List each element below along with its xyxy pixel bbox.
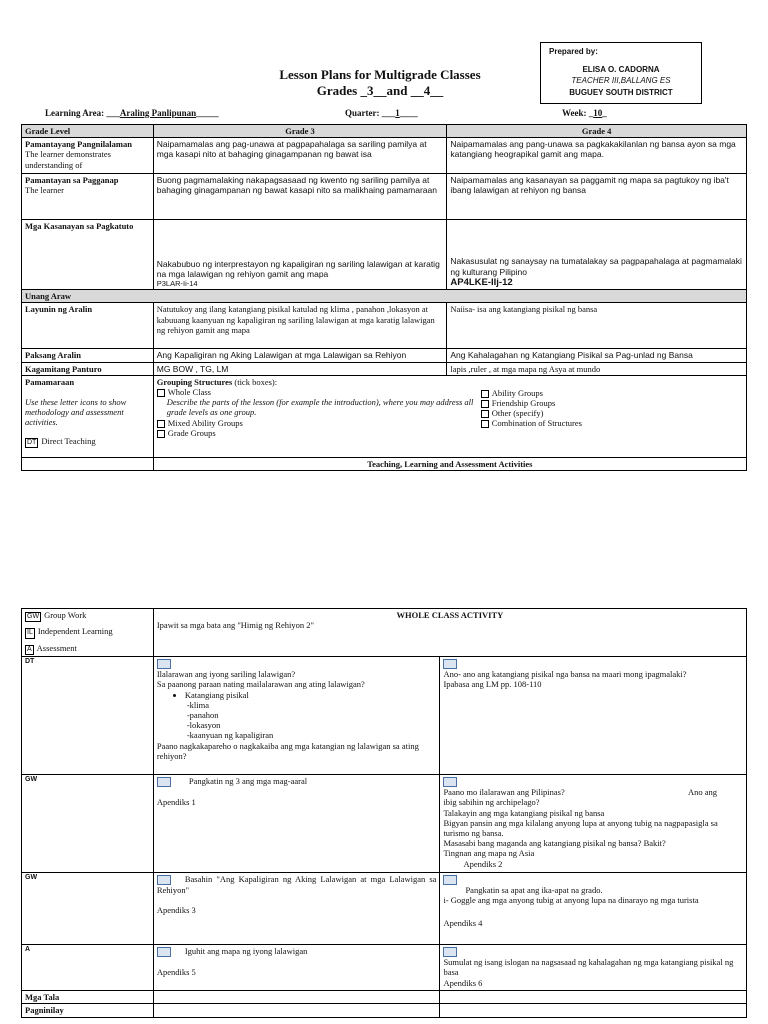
activity-row-gw-1 xyxy=(22,775,747,873)
option-ability-groups[interactable]: Ability Groups xyxy=(481,388,582,398)
performance-standard-g4: Naipamamalas ang kasanayan sa paggamit ng mapa sa pagtukoy ng iba't ibang lalawigan at rehiyon ng bansa xyxy=(447,174,747,220)
row3-g3: Basahin "Ang Kapaligiran ng Aking Lalawigan at mga Lalawigan sa Rehiyon" Apendiks 3 xyxy=(153,873,440,945)
performance-standard-row xyxy=(22,174,747,220)
subject-g3: Ang Kapaligiran ng Aking Lalawigan at mga Lalawigan sa Rehiyon xyxy=(153,349,447,362)
option-whole-class[interactable]: Whole Class xyxy=(157,387,475,397)
icon-box xyxy=(443,659,457,669)
competencies-row xyxy=(22,220,747,290)
icon-box xyxy=(443,777,457,787)
row1-g3: Ilalarawan ang iyong sariling lalawigan? Sa paanong paraan nating mailalarawan ang ating lalawigan? • Katangiang pisikal -klima -panahon -lokasyon -kaanyuan ng kapaligiran Paano nagkakapareho o nagkakaiba ang mga katangian ng lalawigan sa ating rehiyon? xyxy=(153,657,440,775)
learning-area: Learning Area: ___Araling Panlipunan_____ xyxy=(45,108,219,118)
prepared-position: TEACHER III,BALLANG ES xyxy=(571,76,671,85)
notes-g3[interactable] xyxy=(153,991,440,1004)
activities-header-row xyxy=(22,457,747,470)
il-icon: IL xyxy=(25,628,35,638)
content-standard-g3: Naipamamalas ang pag-unawa at pagpapahalaga sa sariling pamilya at mga kasapi nito at bahaging ginagampanan ng bawat isa xyxy=(153,138,447,174)
prepared-name: ELISA O. CADORNA xyxy=(582,65,660,74)
row-code: GW xyxy=(22,873,154,945)
grade-level-header: Grade Level xyxy=(22,125,154,138)
reflection-g3[interactable] xyxy=(153,1004,440,1017)
day-label: Unang Araw xyxy=(22,290,747,303)
row2-g3: Pangkatin ng 3 ang mga mag-aaral Apendiks 1 xyxy=(153,775,440,873)
checkbox-icon xyxy=(157,389,165,397)
whole-class-title: WHOLE CLASS ACTIVITY xyxy=(396,610,504,620)
reflection-label: Pagninilay xyxy=(22,1004,154,1017)
activity-row-gw-2 xyxy=(22,873,747,945)
objectives-g3: Natutukoy ang ilang katangiang pisikal katulad ng klima , panahon ,lokasyon at kabuuang kaanyuan ng kapaligiran ng sariling lalawigan at mga karatig lalawigan ng rehiyon gamit ang mapa xyxy=(153,303,447,349)
header-row xyxy=(22,125,747,138)
option-grade-groups[interactable]: Grade Groups xyxy=(157,428,475,438)
option-other[interactable]: Other (specify) xyxy=(481,408,582,418)
doc-grades: Grades _3__and __4__ xyxy=(316,83,444,98)
competencies-g3: Nakabubuo ng interprestayon ng kapaligiran ng sariling lalawigan at karatig na mga lalawigan ng rehiyon gamit ang mapa P3LAR-Ii-14 xyxy=(153,220,447,290)
option-mixed-ability[interactable]: Mixed Ability Groups xyxy=(157,418,475,428)
subject-label: Paksang Aralin xyxy=(22,349,154,362)
materials-g4: lapis ,ruler , at mga mapa ng Asya at mundo xyxy=(447,362,747,375)
grade4-header: Grade 4 xyxy=(447,125,747,138)
performance-standard-label: Pamantayan sa Pagganap The learner xyxy=(22,174,154,220)
notes-row xyxy=(22,991,747,1004)
week: Week: _10_ xyxy=(562,108,607,118)
row-code: GW xyxy=(22,775,154,873)
row3-g4: Pangkatin sa apat ang ika-apat na grado. i- Goggle ang mga anyong tubig at anyong lupa na dinarayo ng mga turista Apendiks 4 xyxy=(440,873,747,945)
objectives-row xyxy=(22,303,747,349)
whole-class-cell xyxy=(153,609,746,657)
materials-g3: MG BOW , TG, LM xyxy=(153,362,447,375)
checkbox-icon xyxy=(481,420,489,428)
row-code: A xyxy=(22,945,154,991)
doc-title: Lesson Plans for Multigrade Classes xyxy=(279,67,481,82)
performance-standard-g3: Buong pagmamalaking nakapagsasaad ng kwento ng sariling pamilya at bahaging ginagampanan ng bawat kasapi nito sa malikhaing pamamaraan xyxy=(153,174,447,220)
icon-box xyxy=(157,777,171,787)
checkbox-icon xyxy=(157,430,165,438)
reflection-row xyxy=(22,1004,747,1017)
content-standard-row xyxy=(22,138,747,174)
row2-g4: Paano mo ilalarawan ang Pilipinas? Ano ang ibig sabihin ng archipelago? Talakayin ang mga katangiang pisikal ng bansa Bigyan pansin ang mga kilalang anyong lupa at anyong tubig na nagpapasigla sa turismo ng bansa. Masasabi bang maganda ang katangiang pisikal ng bansa? Bakit? Tingnan ang mapa ng Asia Apendiks 2 xyxy=(440,775,747,873)
competencies-label: Mga Kasanayan sa Pagkatuto xyxy=(22,220,154,290)
content-standard-g4: Naipamamalas ang pang-unawa sa pagkakakilanlan ng bansa ayon sa mga katangiang heograpikal gamit ang mapa. xyxy=(447,138,747,174)
lesson-table-bottom xyxy=(21,608,747,1018)
row-code: DT xyxy=(22,657,154,775)
objectives-label: Layunin ng Aralin xyxy=(22,303,154,349)
content-standard-label: Pamantayang Pangnilalaman The learner demonstrates understanding of xyxy=(22,138,154,174)
activity-row-dt xyxy=(22,657,747,775)
icon-box xyxy=(443,947,457,957)
dt-icon: DT xyxy=(25,438,38,448)
competencies-g4: Nakasusulat ng sanaysay na tumatalakay sa pagpapahalaga at pagmamalaki ng kulturang Pilipino AP4LKE-IIj-12 xyxy=(447,220,747,290)
prepared-by-box xyxy=(540,42,702,104)
checkbox-icon xyxy=(157,420,165,428)
icon-box xyxy=(443,875,457,885)
row4-g3: Iguhit ang mapa ng iyong lalawigan Apendiks 5 xyxy=(153,945,440,991)
activity-row-assessment xyxy=(22,945,747,991)
reflection-g4[interactable] xyxy=(440,1004,747,1017)
option-combination[interactable]: Combination of Structures xyxy=(481,418,582,428)
grouping-cell: Grouping Structures (tick boxes): Whole Class Describe the parts of the lesson (for example the introduction), where you may address all grade levels as one group. Mixed Ability Groups Grade Groups Ability Groups Friendship Groups Other (specify) Combination of Structures xyxy=(153,375,746,457)
procedure-row xyxy=(22,375,747,457)
subject-g4: Ang Kahalagahan ng Katangiang Pisikal sa Pag-unlad ng Bansa xyxy=(447,349,747,362)
procedure-label-cell: Pamamaraan Use these letter icons to show methodology and assessment activities. DT Direct Teaching xyxy=(22,375,154,457)
legend-cell: GW Group Work IL Independent Learning A Assessment xyxy=(22,609,154,657)
icon-box xyxy=(157,947,171,957)
prepared-label: Prepared by: xyxy=(549,47,598,56)
row1-g4: Ano- ano ang katangiang pisikal nga bansa na maari mong ipagmalaki? Ipabasa ang LM pp. 108-110 xyxy=(440,657,747,775)
a-icon: A xyxy=(25,645,34,655)
activities-header: Teaching, Learning and Assessment Activities xyxy=(153,457,746,470)
option-friendship-groups[interactable]: Friendship Groups xyxy=(481,398,582,408)
checkbox-icon xyxy=(481,410,489,418)
icon-box xyxy=(157,875,171,885)
gw-icon: GW xyxy=(25,612,41,622)
row4-g4: Sumulat ng isang islogan na nagsasaad ng kahalagahan ng mga katangiang pisikal ng basa Apendiks 6 xyxy=(440,945,747,991)
notes-label: Mga Tala xyxy=(22,991,154,1004)
objectives-g4: Naiisa- isa ang katangiang pisikal ng bansa xyxy=(447,303,747,349)
whole-class-text: Ipawit sa mga bata ang "Himig ng Rehiyon 2" xyxy=(156,620,314,631)
checkbox-icon xyxy=(481,400,489,408)
materials-row xyxy=(22,362,747,375)
icon-box xyxy=(157,659,171,669)
prepared-district: BUGUEY SOUTH DISTRICT xyxy=(569,88,673,97)
notes-g4[interactable] xyxy=(440,991,747,1004)
subject-row xyxy=(22,349,747,362)
grade3-header: Grade 3 xyxy=(153,125,447,138)
legend-row xyxy=(22,609,747,657)
materials-label: Kagamitang Panturo xyxy=(22,362,154,375)
lesson-table-top xyxy=(21,124,747,471)
quarter: Quarter: ___1____ xyxy=(345,108,418,118)
checkbox-icon xyxy=(481,390,489,398)
day-row xyxy=(22,290,747,303)
